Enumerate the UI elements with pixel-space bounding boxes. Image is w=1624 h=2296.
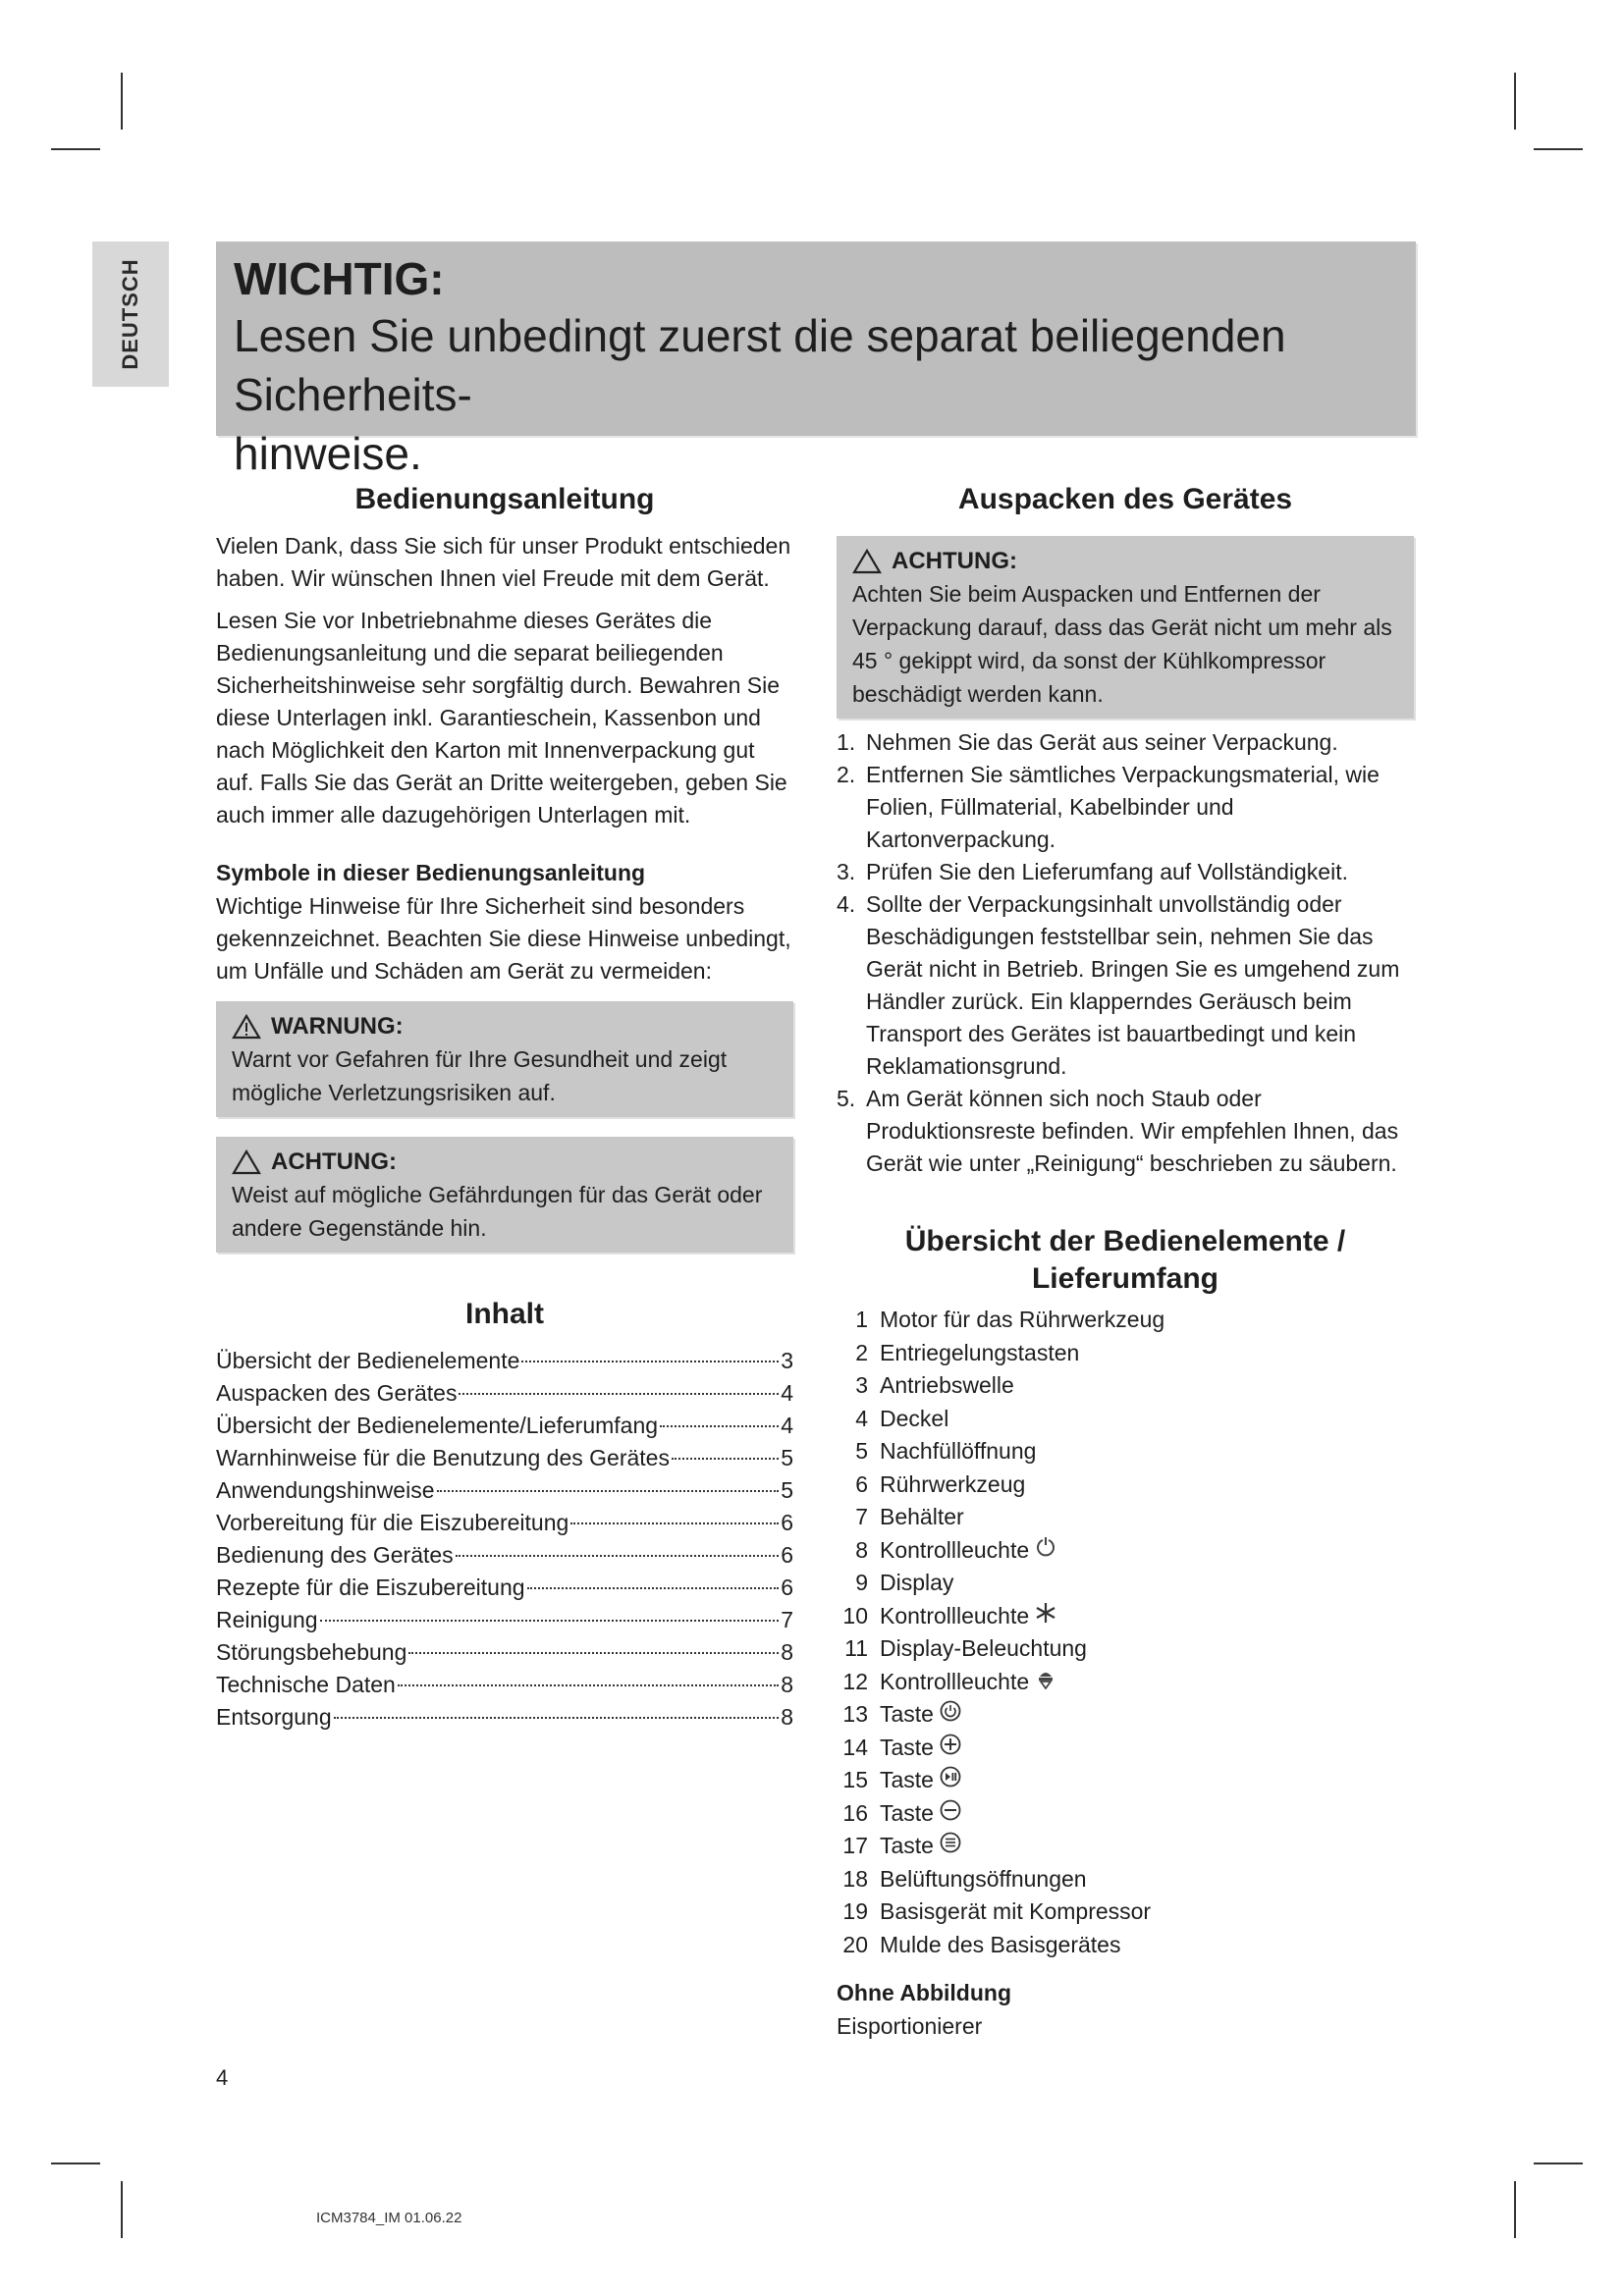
toc-leader-dots — [456, 1555, 780, 1557]
important-text-line1: Lesen Sie unbedingt zuerst die separat beiliegenden Sicherheits- — [234, 310, 1286, 420]
part-label: Display — [880, 1570, 954, 1595]
language-tab — [92, 241, 169, 387]
menu-button-icon — [940, 1830, 961, 1863]
list-item — [837, 1567, 1414, 1600]
part-number: 11 — [844, 1635, 868, 1661]
manual-heading: Bedienungsanleitung — [354, 483, 655, 515]
step-number: 5. — [837, 1086, 856, 1111]
overview-heading — [837, 1223, 1414, 1298]
step-number: 2. — [837, 762, 856, 787]
toc-leader-dots — [398, 1684, 779, 1686]
part-number: 19 — [842, 1898, 868, 1924]
language-tab-label: DEUTSCH — [118, 258, 142, 370]
toc-entry-page: 7 — [781, 1607, 793, 1632]
toc-entry — [216, 1539, 793, 1572]
toc-entry-page: 6 — [781, 1510, 793, 1535]
list-item — [837, 1600, 1414, 1633]
toc-entry-title: Warnhinweise für die Benutzung des Gerätes — [216, 1445, 670, 1470]
ice-cream-icon — [1035, 1666, 1056, 1699]
list-item — [837, 1337, 1414, 1370]
unpacking-caution-text: Achten Sie beim Auspacken und Entfernen der Verpackung darauf, dass das Gerät nicht um mehr als 45 ° gekippt wird, da sonst der Kühlkompressor beschädigt werden kann. — [852, 581, 1392, 707]
toc-leader-dots — [570, 1522, 779, 1524]
toc-entry-page: 4 — [781, 1380, 793, 1406]
part-label: Basisgerät mit Kompressor — [880, 1898, 1152, 1924]
part-label: Taste — [880, 1734, 934, 1760]
right-column — [837, 481, 1414, 2043]
warning-triangle-icon — [232, 1014, 261, 1040]
step-text: Sollte der Verpackungsinhalt unvollständig oder Beschädigungen feststellbar sein, nehmen Sie das Gerät nicht in Betrieb. Bringen Sie es umgehend zum Händler zurück. Ein klapperndes Geräusch beim Transport des Gerätes ist bauartbedingt und kein Reklamationsgrund. — [866, 891, 1400, 1079]
step-text: Am Gerät können sich noch Staub oder Produktionsreste befinden. Wir empfehlen Ihnen, das Gerät wie unter „Reinigung“ beschrieben zu säubern. — [866, 1086, 1399, 1176]
toc-leader-dots — [437, 1490, 780, 1492]
list-item — [837, 1732, 1414, 1765]
part-label: Taste — [880, 1767, 934, 1792]
part-label: Kontrollleuchte — [880, 1602, 1030, 1629]
parts-list — [837, 1304, 1414, 1961]
toc-entry-page: 4 — [781, 1413, 793, 1438]
list-item — [837, 1929, 1414, 1962]
toc-leader-dots — [334, 1717, 780, 1719]
step-text: Entfernen Sie sämtliches Verpackungsmaterial, wie Folien, Füllmaterial, Kabelbinder und Kartonverpackung. — [866, 762, 1380, 852]
part-number: 2 — [855, 1339, 868, 1365]
document-code: ICM3784_IM 01.06.22 — [316, 2210, 462, 2226]
list-item — [837, 888, 1414, 1083]
step-number: 4. — [837, 891, 856, 917]
part-number: 6 — [855, 1470, 868, 1497]
toc-entry — [216, 1345, 793, 1377]
toc-leader-dots — [521, 1361, 779, 1362]
crop-mark — [121, 2181, 123, 2238]
important-text-line2: hinweise. — [234, 428, 422, 479]
part-number: 20 — [842, 1931, 868, 1957]
left-column — [216, 481, 793, 1734]
list-item — [837, 1830, 1414, 1863]
toc-entry-page: 8 — [781, 1704, 793, 1730]
toc-entry-title: Vorbereitung für die Eiszubereitung — [216, 1510, 569, 1535]
toc-entry-title: Technische Daten — [216, 1672, 396, 1697]
important-text — [234, 306, 1398, 483]
part-number: 12 — [842, 1668, 868, 1694]
step-text: Prüfen Sie den Lieferumfang auf Vollständigkeit. — [866, 859, 1348, 884]
snowflake-icon — [1035, 1600, 1056, 1633]
list-item — [837, 1632, 1414, 1666]
toc-entry — [216, 1604, 793, 1636]
toc-entry — [216, 1572, 793, 1604]
crop-mark — [1534, 2163, 1583, 2164]
toc-entry-page: 5 — [781, 1477, 793, 1503]
step-number: 3. — [837, 859, 856, 884]
part-number: 4 — [855, 1405, 868, 1431]
list-item — [837, 1896, 1414, 1929]
part-label: Entriegelungstasten — [880, 1339, 1080, 1365]
list-item — [837, 1403, 1414, 1436]
toc-leader-dots — [408, 1652, 779, 1654]
part-label: Belüftungsöffnungen — [880, 1865, 1087, 1892]
manual-para1: Vielen Dank, dass Sie sich für unser Produkt entschieden haben. Wir wünschen Ihnen viel Freude mit dem Gerät. — [216, 533, 791, 591]
symbols-text: Wichtige Hinweise für Ihre Sicherheit sind besonders gekennzeichnet. Beachten Sie diese Hinweise unbedingt, um Unfälle und Schäden am Gerät zu vermeiden: — [216, 893, 791, 984]
toc-entry-title: Reinigung — [216, 1607, 318, 1632]
toc-entry — [216, 1377, 793, 1410]
overview-heading-line1: Übersicht der Bedienelemente / — [904, 1225, 1346, 1257]
list-item — [837, 1369, 1414, 1403]
part-number: 13 — [842, 1701, 868, 1727]
toc-heading: Inhalt — [465, 1298, 544, 1330]
overview-heading-line2: Lieferumfang — [1031, 1262, 1219, 1295]
mixing-cycle-icon — [1035, 1534, 1056, 1568]
toc-entry-page: 3 — [781, 1348, 793, 1373]
toc-entry — [216, 1442, 793, 1474]
warning-box — [216, 1001, 793, 1117]
part-number: 7 — [855, 1504, 868, 1529]
caution-box — [216, 1137, 793, 1253]
part-number: 8 — [855, 1536, 868, 1563]
toc-entry-title: Entsorgung — [216, 1704, 332, 1730]
part-label: Rührwerkzeug — [880, 1470, 1026, 1497]
table-of-contents — [216, 1345, 793, 1734]
toc-entry-page: 8 — [781, 1672, 793, 1697]
toc-leader-dots — [660, 1425, 779, 1427]
toc-entry — [216, 1701, 793, 1734]
manual-para2: Lesen Sie vor Inbetriebnahme dieses Gerätes die Bedienungsanleitung und die separat beiliegenden Sicherheitshinweise sehr sorgfältig durch. Bewahren Sie diese Unterlagen inkl. Garantieschein, Kassenbon und nach Möglichkeit den Karton mit Innenverpackung gut auf. Falls Sie das Gerät an Dritte weitergeben, geben Sie auch immer alle dazugehörigen Unterlagen mit. — [216, 608, 787, 828]
minus-button-icon — [940, 1797, 961, 1831]
toc-leader-dots — [459, 1393, 779, 1395]
crop-mark — [51, 2163, 100, 2164]
crop-mark — [1534, 148, 1583, 150]
toc-entry-page: 5 — [781, 1445, 793, 1470]
list-item — [837, 1797, 1414, 1831]
list-item — [837, 1435, 1414, 1468]
part-label: Behälter — [880, 1504, 964, 1529]
crop-mark — [121, 73, 123, 130]
toc-entry — [216, 1669, 793, 1701]
toc-entry-page: 6 — [781, 1542, 793, 1568]
list-item — [837, 1468, 1414, 1502]
caution-triangle-icon — [852, 549, 882, 574]
play-pause-button-icon — [940, 1764, 961, 1797]
without-image-item: Eisportionierer — [837, 2013, 983, 2039]
part-label: Display-Beleuchtung — [880, 1635, 1087, 1661]
toc-entry-title: Rezepte für die Eiszubereitung — [216, 1575, 525, 1600]
toc-entry — [216, 1636, 793, 1669]
list-item — [837, 759, 1414, 856]
unpacking-caution-label: ACHTUNG: — [892, 548, 1017, 574]
step-number: 1. — [837, 729, 856, 755]
unpacking-caution-box — [837, 536, 1414, 719]
part-label: Nachfüllöffnung — [880, 1438, 1037, 1464]
toc-leader-dots — [320, 1620, 780, 1622]
important-title: WICHTIG: — [234, 253, 445, 304]
toc-entry-title: Übersicht der Bedienelemente — [216, 1348, 520, 1373]
unpacking-steps — [837, 726, 1414, 1180]
list-item — [837, 726, 1414, 759]
caution-text: Weist auf mögliche Gefährdungen für das Gerät oder andere Gegenstände hin. — [232, 1182, 763, 1241]
part-label: Antriebswelle — [880, 1372, 1014, 1398]
part-number: 10 — [842, 1602, 868, 1629]
part-label: Kontrollleuchte — [880, 1668, 1030, 1694]
toc-entry — [216, 1474, 793, 1507]
symbols-heading: Symbole in dieser Bedienungsanleitung — [216, 860, 646, 885]
step-text: Nehmen Sie das Gerät aus seiner Verpackung. — [866, 729, 1338, 755]
toc-entry-page: 8 — [781, 1639, 793, 1665]
list-item — [837, 856, 1414, 888]
part-number: 15 — [842, 1767, 868, 1792]
warning-label: WARNUNG: — [271, 1013, 404, 1040]
list-item — [837, 1698, 1414, 1732]
crop-mark — [51, 148, 100, 150]
part-number: 9 — [855, 1570, 868, 1595]
part-number: 3 — [855, 1372, 868, 1398]
toc-entry-title: Störungsbehebung — [216, 1639, 407, 1665]
warning-text: Warnt vor Gefahren für Ihre Gesundheit und zeigt mögliche Verletzungsrisiken auf. — [232, 1046, 728, 1105]
unpacking-heading: Auspacken des Gerätes — [957, 483, 1293, 515]
part-number: 14 — [842, 1734, 868, 1760]
list-item — [837, 1863, 1414, 1896]
list-item — [837, 1534, 1414, 1568]
part-number: 5 — [855, 1438, 868, 1464]
page-number: 4 — [216, 2065, 229, 2090]
part-number: 16 — [842, 1799, 868, 1826]
without-image-heading: Ohne Abbildung — [837, 1980, 1012, 2005]
toc-leader-dots — [672, 1458, 779, 1460]
power-button-icon — [940, 1698, 961, 1732]
part-label: Motor für das Rührwerkzeug — [880, 1307, 1165, 1332]
list-item — [837, 1304, 1414, 1337]
important-notice — [216, 241, 1416, 479]
toc-entry — [216, 1507, 793, 1539]
toc-entry-title: Übersicht der Bedienelemente/Lieferumfang — [216, 1413, 659, 1438]
list-item — [837, 1666, 1414, 1699]
toc-entry-page: 6 — [781, 1575, 793, 1600]
crop-mark — [1514, 2181, 1516, 2238]
toc-entry-title: Auspacken des Gerätes — [216, 1380, 458, 1406]
part-label: Taste — [880, 1799, 934, 1826]
part-label: Mulde des Basisgerätes — [880, 1931, 1121, 1957]
part-number: 1 — [855, 1307, 868, 1332]
list-item — [837, 1764, 1414, 1797]
plus-button-icon — [940, 1732, 961, 1765]
toc-entry-title: Anwendungshinweise — [216, 1477, 435, 1503]
part-label: Taste — [880, 1833, 934, 1858]
toc-entry — [216, 1410, 793, 1442]
list-item — [837, 1501, 1414, 1534]
part-label: Deckel — [880, 1405, 949, 1431]
caution-label: ACHTUNG: — [271, 1148, 397, 1175]
toc-entry-title: Bedienung des Gerätes — [216, 1542, 454, 1568]
part-label: Kontrollleuchte — [880, 1536, 1030, 1563]
list-item — [837, 1083, 1414, 1180]
toc-leader-dots — [527, 1587, 780, 1589]
caution-triangle-icon — [232, 1149, 261, 1175]
part-number: 17 — [842, 1833, 868, 1858]
part-label: Taste — [880, 1701, 934, 1727]
part-number: 18 — [842, 1865, 868, 1892]
crop-mark — [1514, 73, 1516, 130]
